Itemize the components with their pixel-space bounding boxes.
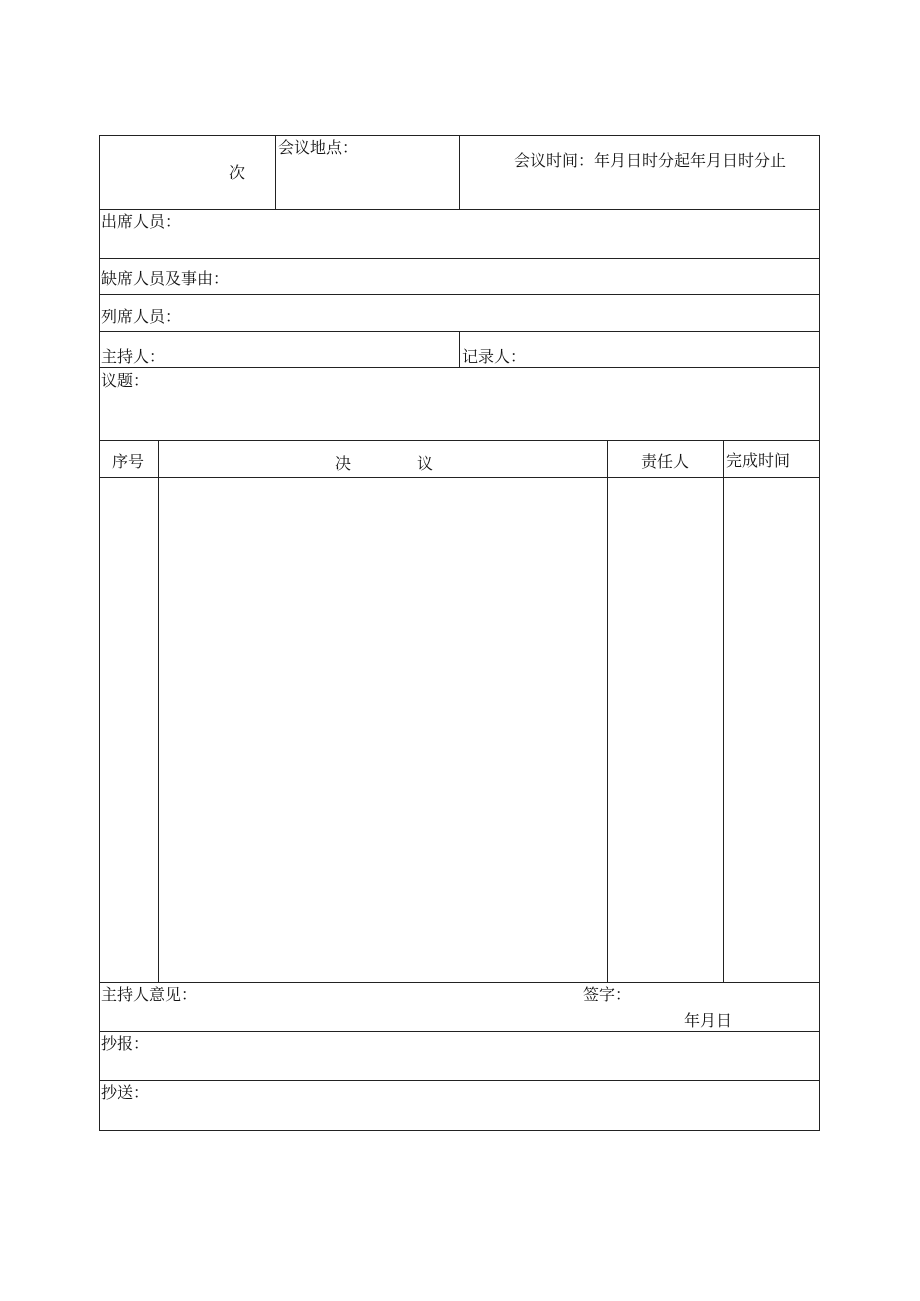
host-recorder-divider (459, 331, 460, 367)
row-line-1 (99, 209, 820, 210)
table-col-divider-3 (723, 440, 724, 982)
header-divider-2 (459, 135, 460, 209)
meeting-time-label: 会议时间：年月日时分起年月日时分止 (514, 151, 787, 170)
signature-label: 签字： (583, 985, 632, 1004)
session-number-suffix: 次 (229, 163, 246, 182)
table-top-line (99, 440, 820, 441)
copy-to-label: 抄送： (101, 1083, 150, 1102)
observers-label: 列席人员： (101, 307, 182, 326)
row-line-5 (99, 367, 820, 368)
meeting-location-label: 会议地点： (278, 138, 359, 157)
recorder-label: 记录人： (462, 347, 527, 366)
row-line-copy (99, 1080, 820, 1081)
header-divider-1 (275, 135, 276, 209)
col-header-owner: 责任人 (641, 452, 690, 471)
host-opinion-label: 主持人意见： (101, 985, 198, 1004)
col-header-deadline: 完成时间 (726, 451, 791, 470)
table-bottom-line (99, 982, 820, 983)
table-col-divider-1 (158, 440, 159, 982)
host-label: 主持人： (101, 347, 166, 366)
col-header-resolution-1: 决 (335, 454, 352, 473)
col-header-no: 序号 (112, 452, 145, 471)
attendees-label: 出席人员： (101, 212, 182, 231)
row-line-2 (99, 258, 820, 259)
report-to-label: 抄报： (101, 1034, 150, 1053)
row-line-3 (99, 294, 820, 295)
table-header-line (99, 477, 820, 478)
signature-date-label: 年月日 (684, 1011, 733, 1030)
table-col-divider-2 (607, 440, 608, 982)
row-line-report (99, 1031, 820, 1032)
agenda-label: 议题： (101, 371, 150, 390)
col-header-resolution-2: 议 (417, 454, 434, 473)
absentees-label: 缺席人员及事由： (101, 269, 230, 288)
